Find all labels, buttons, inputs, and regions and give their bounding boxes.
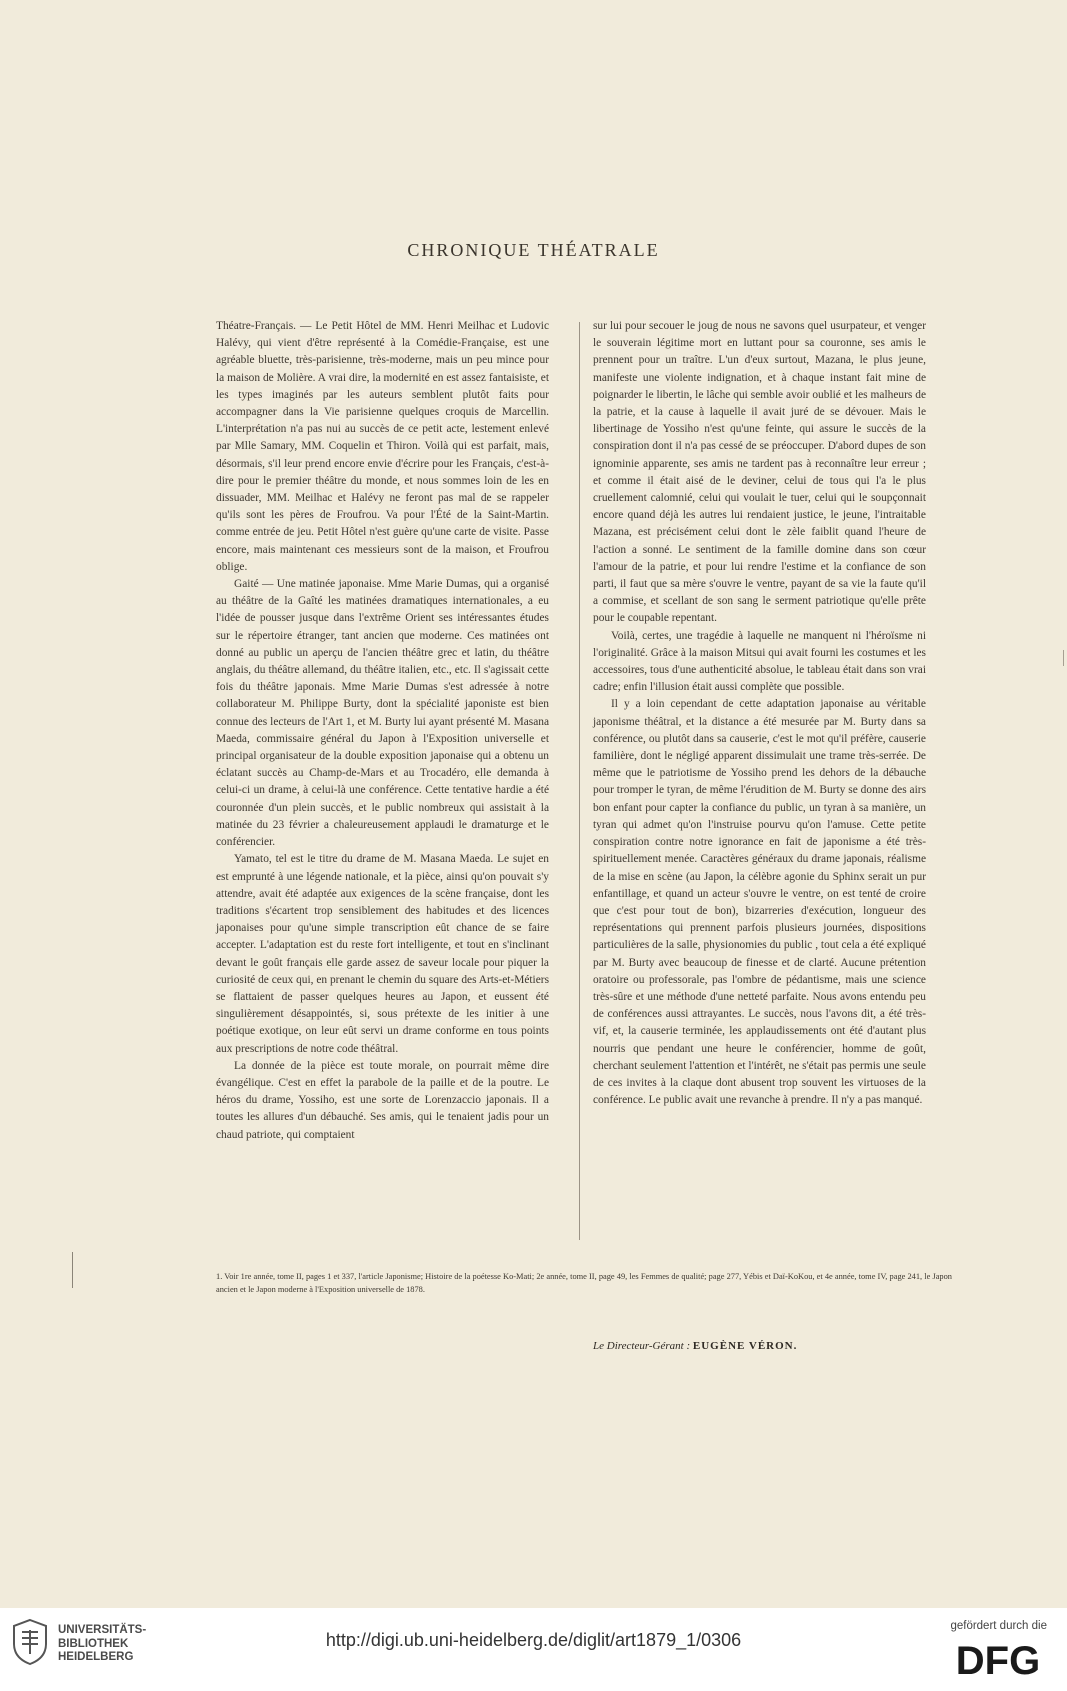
- svg-text:DFG: DFG: [955, 1640, 1041, 1680]
- paragraph: Il y a loin cependant de cette adaptation japonaise au véritable japonisme théâtral, et la distance a été mesurée par M. Burty dans sa conférence, ou plutôt dans sa causerie, c'est le mot qu'il préfère, causerie familière, dont le négligé apparent dissimulait une trame très-serrée. De même que le patriotisme de Yossiho prend les dehors de la débauche pour tromper le tyran, de même l'érudition de M. Burty se donne des airs bon enfant pour capter la confiance du public, un tyran à sa manière, un tyran qui admet qu'on l'instruise pourvu qu'on l'amuse. Cette petite conspiration contre notre ignorance en fait de japonisme a été très-spirituellement menée. Caractères généraux du drame japonais, réalisme de la mise en scène (au Japon, la célèbre agonie du Sphinx serait un pur enfantillage, et quand un acteur s'ouvre le ventre, on est tenté de croire que c'est pour tout de bon), bizarreries d'exécution, longueur des représentations qui prennent parfois plusieurs journées, dispositions particulières de la salle, physionomies du public , tout cela a été expliqué par M. Burty avec beaucoup de finesse et de clarté. Aucune prétention oratoire ou professorale, pas l'ombre de pédantisme, mais une science très-sûre et une méthode d'une netteté parfaite. Nous avons entendu peu de conférences aussi attrayantes. Le succès, nous l'avons dit, a été très-vif, et, la causerie terminée, les applaudissements ont été d'autant plus nourris que pendant une heure le conférencier, homme de goût, cherchant seulement l'attention et l'intérêt, ne s'était pas permis une seule de ces invites à la claque dont abusent trop souvent les virtuoses de la conférence. Le public avait une revanche à prendre. Il n'y a pas manqué.: [593, 698, 926, 1107]
- signature: [593, 1340, 883, 1352]
- dfg-logo: [945, 1640, 1051, 1680]
- margin-mark: [72, 1252, 73, 1288]
- paragraph: La donnée de la pièce est toute morale, on pourrait même dire évangélique. C'est en effet la parabole de la paille et de la poutre. Le héros du drame, Yossiho, est une sorte de Lorenzaccio japonais. Il a toutes les allures d'un débauché. Ses amis, qui le tenaient jadis pour un chaud patriote, qui comptaient: [216, 1059, 549, 1141]
- footnote: 1. Voir 1re année, tome II, pages 1 et 337, l'article Japonisme; Histoire de la poétesse Ko-Mati; 2e année, tome II, page 49, les Femmes de qualité; page 277, Yébis et Daï-KoKou, et 4e année, tome IV, page 241, le Japon ancien et le Japon moderne à l'Exposition universelle de 1878.: [216, 1272, 952, 1294]
- edge-mark: [1063, 650, 1064, 666]
- signature-name: EUGÈNE VÉRON.: [692, 1340, 798, 1352]
- column-divider: [579, 322, 580, 1240]
- paragraph: Théatre-Français. — Le Petit Hôtel de MM. Henri Meilhac et Ludovic Halévy, qui vient d'être représenté à la Comédie-Française, est une agréable bluette, très-parisienne, très-moderne, mais un peu mince pour la maison de Molière. A vrai dire, la modernité en est assez fantaisiste, et les types imaginés par les auteurs semblent plutôt faits pour accompagner dans la Vie parisienne quelques croquis de Marcellin. L'interprétation n'a pas nui au succès de ce petit acte, lestement enlevé par Mlle Samary, MM. Coquelin et Thiron. Voilà qui est parfait, mais, désormais, s'il leur prend encore envie d'écrire pour les Français, c'est-à-dire pour le premier théâtre du monde, et nous sommes loin de les en dissuader, MM. Meilhac et Halévy ne feront pas mal de se rappeler qu'ils sont les pères de Froufrou. Va pour l'Été de la Saint-Martin. comme entrée de jeu. Petit Hôtel n'est guère qu'une carte de visite. Passe encore, mais maintenant ces messieurs sont de la maison, et Froufrou oblige.: [216, 320, 549, 573]
- page-url-link[interactable]: http://digi.ub.uni-heidelberg.de/diglit/art1879_1/0306: [325, 1630, 742, 1650]
- page-title: CHRONIQUE THÉATRALE: [407, 240, 660, 260]
- left-column: [216, 318, 549, 1144]
- paragraph: Voilà, certes, une tragédie à laquelle ne manquent ni l'héroïsme ni l'originalité. Grâce à la maison Mitsui qui avait fourni les costumes et les accessoires, tous d'une authenticité absolue, le tableau était dans son vrai cadre; enfin l'illusion était aussi complète que possible.: [593, 629, 926, 694]
- institution-name: UNIVERSITÄTS- BIBLIOTHEK HEIDELBERG: [58, 1624, 147, 1663]
- signature-label: Le Directeur-Gérant :: [593, 1340, 691, 1352]
- paragraph: sur lui pour secouer le joug de nous ne savons quel usurpateur, et venger le souverain légitime mort en luttant pour sa couronne, ses amis le prennent pour un traître. L'un d'eux surtout, Mazana, le plus jeune, manifeste une violente indignation, et à chaque instant fait mine de poignarder le libertin, le lâche qui semble avoir oublié et les malheurs de la patrie, et la cause à laquelle il avait juré de se dévouer. Mais le libertinage de Yossiho n'est qu'une feinte, qui assure le succès de la conspiration dont il n'a pas cessé de se préoccuper. D'abord dupes de son ignominie apparente, ses amis ne tardent pas à reconnaître leur erreur ; et comme il était aisé de le deviner, celui de tous qui l'a le plus cruellement calomnié, celui qui voulait le tuer, celui qui le soupçonnait encore quand déjà les autres lui rendaient justice, le jeune, l'intraitable Mazana, est précisément celui dont le zèle faiblit quand l'heure de l'action a sonné. Le sentiment de la famille domine dans son cœur l'amour de la patrie, et pour lui rendre l'estime et la confiance de son parti, il faut que sa mère s'ouvre le ventre, payant de sa vie la faute qu'il a commise, et scellant de son sang le serment patriotique qu'elle prête pour le coupable repentant.: [593, 320, 926, 625]
- paragraph: Yamato, tel est le titre du drame de M. Masana Maeda. Le sujet en est emprunté à une légende nationale, et la pièce, ainsi qu'on pouvait s'y attendre, avait été adaptée aux exigences de la scène française, dont les traditions s'écartent trop sensiblement des habitudes et des licences japonaises pour qu'une simple transcription eût chance de se faire accepter. L'adaptation est du reste fort intelligente, et tout en s'inclinant devant le goût français elle garde assez de saveur locale pour piquer la curiosité de ceux qui, en prenant le chemin du square des Arts-et-Métiers se flattaient de passer quelques heures au Japon, et eussent été singulièrement désappointés, si, sous prétexte de les initier à une poétique exotique, on leur eût servi un drame conforme en tous points aux prescriptions de notre code théâtral.: [216, 853, 549, 1055]
- funded-by-label: gefördert durch die: [950, 1620, 1047, 1632]
- paragraph: Gaité — Une matinée japonaise. Mme Marie Dumas, qui a organisé au théâtre de la Gaîté les matinées dramatiques internationales, a eu l'idée de pousser jusque dans l'extrême Orient ses intéressantes études sur le répertoire étranger, tant ancien que moderne. Ces matinées ont donné au public un aperçu de l'ancien théâtre grec et latin, du théâtre anglais, du théâtre allemand, du théâtre italien, etc., etc. Il s'agissait cette fois du théâtre japonais. Mme Marie Dumas s'est adressée à notre collaborateur M. Philippe Burty, dont la spécialité japoniste est bien connue des lecteurs de l'Art 1, et M. Burty lui ayant présenté M. Masana Maeda, commissaire général du Japon à l'Exposition universelle et principal organisateur de la double exposition japonaise qui a obtenu un éclatant succès au Champ-de-Mars et au Trocadéro, elle demanda à celui-ci un drame, à celui-là une conférence. Cette tentative hardie a été couronnée d'un plein succès, et le public nombreux qui assistait à la matinée du 23 février a chaleureusement applaudi le dramaturge et le conférencier.: [216, 578, 549, 849]
- right-column: [593, 318, 926, 1109]
